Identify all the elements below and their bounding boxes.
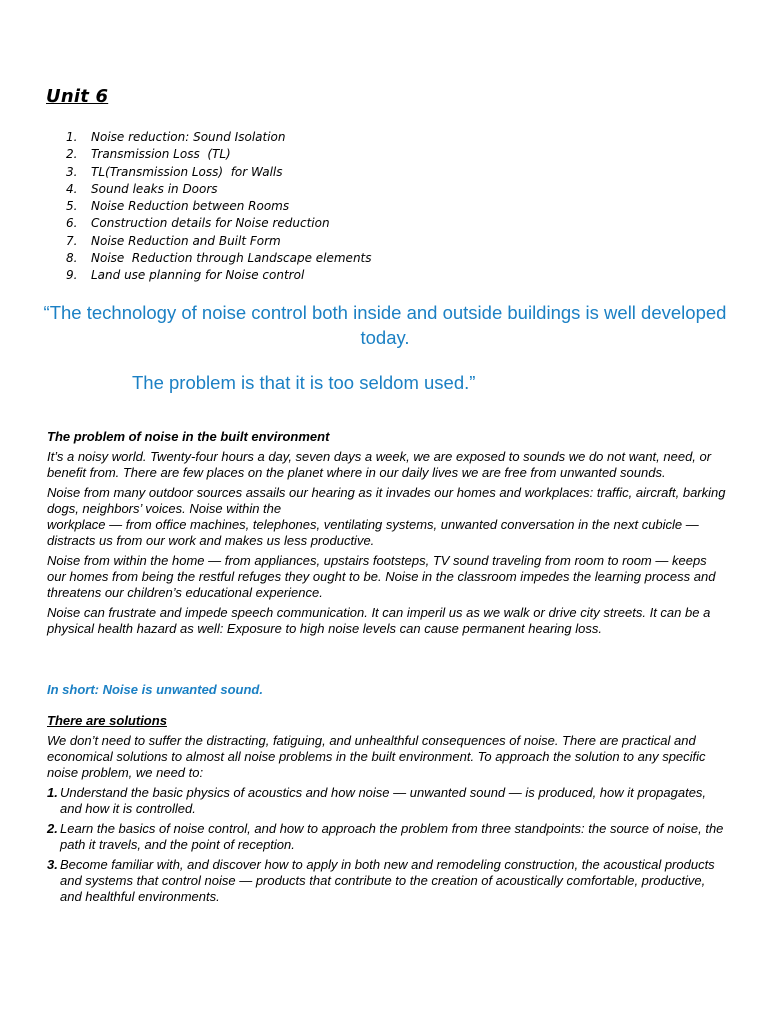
topic-text: Land use planning for Noise control xyxy=(91,268,305,283)
paragraph: Noise from many outdoor sources assails our hearing as it invades our homes and workplaces: traffic, aircraft, barking dogs, neighbors’ voices. Noise within the xyxy=(47,485,726,516)
topic-item xyxy=(66,164,372,181)
quote-line-1: “The technology of noise control both inside and outside buildings is well developed today. xyxy=(43,302,727,348)
topic-number: 3. xyxy=(66,164,78,179)
solution-steps xyxy=(47,785,727,905)
step-text: Become familiar with, and discover how to apply in both new and remodeling construction, the acoustical products and systems that control noise — products that contribute to the creation of acoustically comfortable, productive, and healthful environments. xyxy=(60,857,715,904)
topic-text: Construction details for Noise reduction xyxy=(91,216,330,231)
topic-text: TL(Transmission Loss) for Walls xyxy=(91,164,283,179)
solution-step xyxy=(47,785,727,817)
topic-text: Noise Reduction and Built Form xyxy=(91,233,281,248)
paragraph: It’s a noisy world. Twenty-four hours a day, seven days a week, we are exposed to sounds we do not want, need, or benefit from. There are few places on the planet where in our daily lives we are free from unwanted sounds. xyxy=(47,449,712,480)
step-number: 1. xyxy=(47,785,58,800)
paragraph: workplace — from office machines, telephones, ventilating systems, unwanted conversation in the next cubicle — distracts us from our work and makes us less productive. xyxy=(47,517,699,548)
topic-number: 1. xyxy=(66,130,78,144)
topic-number: 6. xyxy=(66,216,78,231)
topic-item xyxy=(66,198,372,215)
in-short-text: In short: Noise is unwanted sound. xyxy=(47,682,263,697)
topic-text: Noise reduction: Sound Isolation xyxy=(91,130,286,144)
topic-text: Transmission Loss (TL) xyxy=(91,147,231,162)
quote-line-2: The problem is that it is too seldom used.” xyxy=(132,372,476,393)
section-heading: The problem of noise in the built environment xyxy=(47,429,330,444)
topic-text: Noise Reduction through Landscape elements xyxy=(91,251,372,266)
unit-title: Unit 6 xyxy=(46,86,109,107)
topic-item xyxy=(66,267,372,284)
topic-item xyxy=(66,129,372,146)
step-text: Understand the basic physics of acoustics and how noise — unwanted sound — is produced, how it propagates, and how it is controlled. xyxy=(60,785,707,816)
topic-text: Noise Reduction between Rooms xyxy=(91,199,290,214)
topic-number: 7. xyxy=(66,233,78,248)
topic-number: 2. xyxy=(66,147,78,162)
topic-list xyxy=(66,129,372,285)
topic-item xyxy=(66,233,372,250)
section-solutions xyxy=(47,713,727,909)
step-number: 3. xyxy=(47,857,58,872)
in-short-statement xyxy=(47,682,727,702)
topic-number: 9. xyxy=(66,268,78,283)
section-heading: There are solutions xyxy=(47,713,167,728)
topic-number: 8. xyxy=(66,251,78,266)
topic-item xyxy=(66,215,372,232)
topic-item xyxy=(66,181,372,198)
solution-step xyxy=(47,821,727,853)
topic-item xyxy=(66,250,372,267)
topic-text: Sound leaks in Doors xyxy=(91,181,218,196)
topic-number: 5. xyxy=(66,199,78,214)
section-noise-problem xyxy=(47,429,727,641)
topic-number: 4. xyxy=(66,181,78,196)
topic-item xyxy=(66,146,372,163)
solution-step xyxy=(47,857,727,905)
step-text: Learn the basics of noise control, and how to approach the problem from three standpoints: the source of noise, the path it travels, and the point of reception. xyxy=(60,821,724,852)
paragraph: Noise can frustrate and impede speech communication. It can imperil us as we walk or drive city streets. It can be a physical health hazard as well: Exposure to high noise levels can cause permanent hearing loss. xyxy=(47,605,711,636)
paragraph: Noise from within the home — from appliances, upstairs footsteps, TV sound traveling from room to room — keeps our homes from being the restful refuges they ought to be. Noise in the classroom impedes the learning process and threatens our children’s educational experience. xyxy=(47,553,716,600)
paragraph: We don’t need to suffer the distracting, fatiguing, and unhealthful consequences of noise. There are practical and economical solutions to almost all noise problems in the built environment. To approach the solution to any specific noise problem, we need to: xyxy=(47,733,706,780)
step-number: 2. xyxy=(47,821,58,836)
